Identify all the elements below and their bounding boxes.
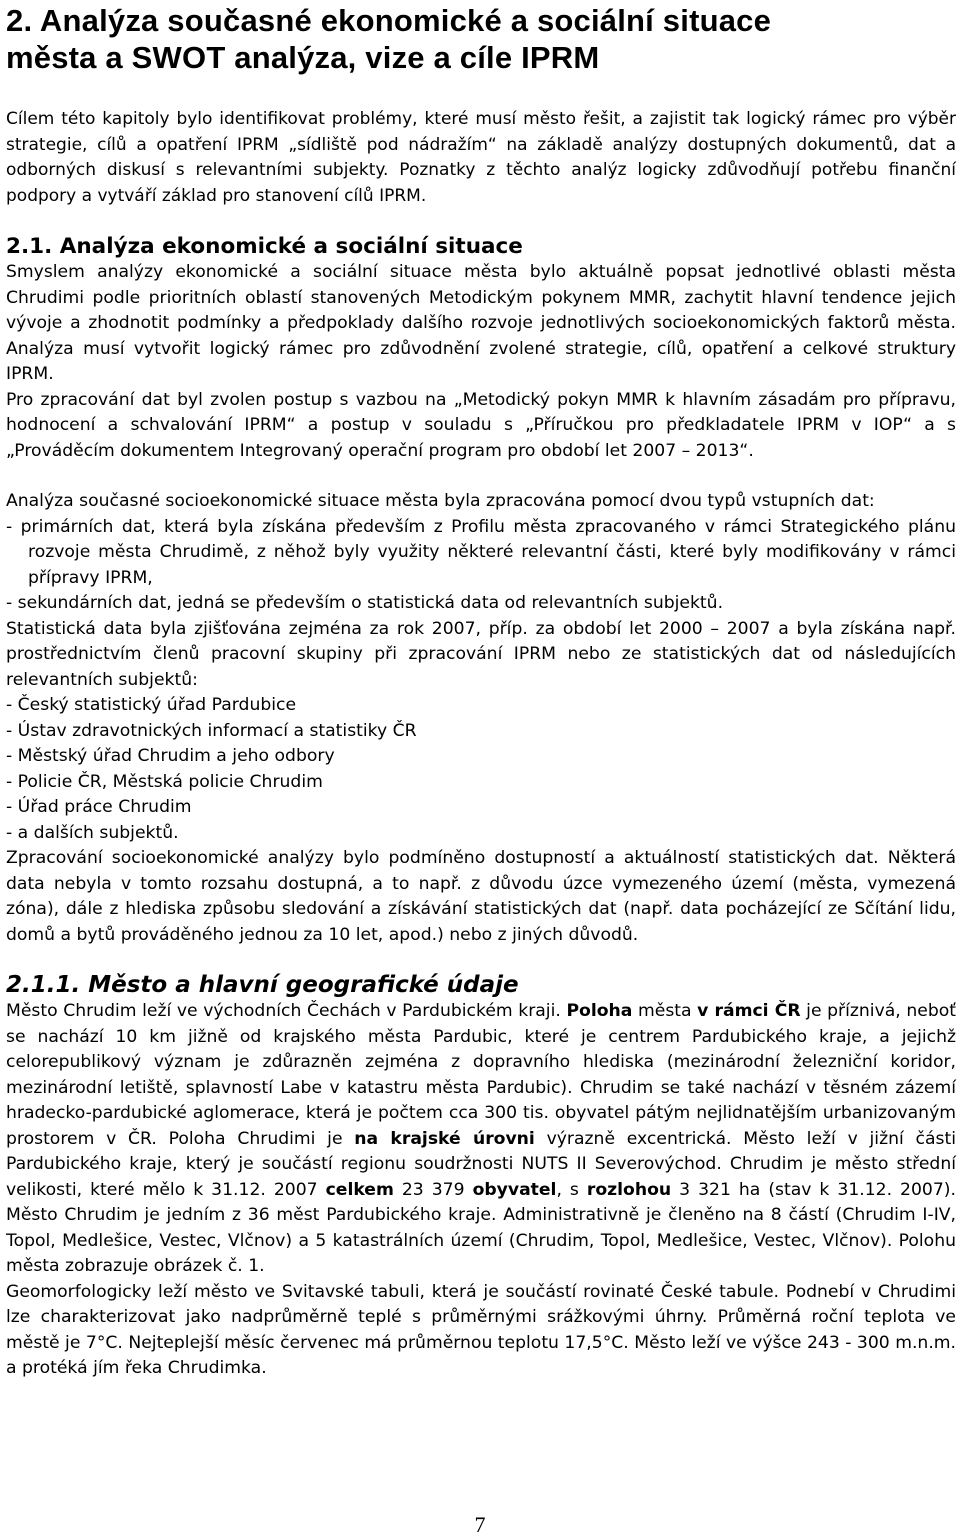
- list-item: - primárních dat, která byla získána především z Profilu města zpracovaného v rámci Strategického plánu rozvoje města Chrudimě, z něhož byly využity některé relevantní části, které byly modifikovány v rámci přípravy IPRM,: [6, 516, 956, 588]
- list-item: - Městský úřad Chrudim a jeho odbory: [6, 746, 335, 766]
- spacer: [6, 464, 956, 489]
- paragraph: Pro zpracování dat byl zvolen postup s vazbou na „Metodický pokyn MMR k hlavním zásadám pro přípravu, hodnocení a schvalování IPRM“ a postup v souladu s „Příručkou pro předkladatele IPRM v IOP“ a s „Prováděcím dokumentem Integrovaný operační program pro období let 2007 – 2013“.: [6, 389, 956, 461]
- bold-text: obyvatel: [472, 1179, 557, 1200]
- list-item: - Ústav zdravotnických informací a statistiky ČR: [6, 720, 417, 741]
- chapter-intro: Cílem této kapitoly bylo identifikovat problémy, které musí město řešit, a zajistit tak logický rámec pro výběr strategie, cílů a opatření IPRM „sídliště pod nádražím“ na základě analýzy dostupných dokumentů, dat a odborných diskusí s relevantními subjekty. Poznatky z těchto analýz logicky zdůvodňují potřebu finanční podpory a vytváří základ pro stanovení cílů IPRM.: [6, 109, 956, 206]
- paragraph: Zpracování socioekonomické analýzy bylo podmíněno dostupností a aktuálností statistických dat. Některá data nebyla v tomto rozsahu dostupná, a to např. z důvodu úzce vymezeného území (města, vymezená zóna), dále z hlediska způsobu sledování a získávání statistických dat (např. data pocházející ze Sčítání lidu, domů a bytů prováděného jednou za 10 let, apod.) nebo z jiných důvodů.: [6, 848, 956, 945]
- list-item: - Policie ČR, Městská policie Chrudim: [6, 771, 323, 792]
- page-number: 7: [474, 1512, 486, 1537]
- paragraph: Smyslem analýzy ekonomické a sociální situace města bylo aktuálně popsat jednotlivé oblasti města Chrudimi podle prioritních oblastí stanovených Metodickým pokynem MMR, zachytit hlavní tendence jejich vývoje a zhodnotit podmínky a předpoklady dalšího rozvoje jednotlivých socioekonomických faktorů města. Analýza musí vytvořit logický rámec pro zdůvodnění zvolené strategie, cílů, opatření a celkové struktury IPRM.: [6, 262, 956, 384]
- chapter-title: [6, 2, 956, 76]
- paragraph: [6, 999, 956, 1280]
- paragraph: Statistická data byla zjišťována zejména za rok 2007, příp. za období let 2000 – 2007 a byla získána např. prostřednictvím členů pracovní skupiny při zpracování IPRM nebo ze statistických dat od následujících relevantních subjektů:: [6, 618, 956, 690]
- list-item: - a dalších subjektů.: [6, 822, 179, 843]
- list-item: - Úřad práce Chrudim: [6, 797, 192, 817]
- list-item: - sekundárních dat, jedná se především o statistická data od relevantních subjektů.: [6, 593, 724, 613]
- paragraph: Analýza současné socioekonomické situace města byla zpracována pomocí dvou typů vstupních dat:: [6, 491, 875, 511]
- bold-text: rozlohou: [586, 1179, 672, 1200]
- section-2-1-body: [6, 260, 956, 948]
- paragraph: Geomorfologicky leží město ve Svitavské tabuli, která je součástí rovinaté České tabule. Podnebí v Chrudimi lze charakterizovat jako nadprůměrně teplé s průměrnými srážkovými úhrny. Průměrná roční teplota ve městě je 7°C. Nejteplejší měsíc červenec má průměrnou teplotu 17,5°C. Město leží ve výšce 243 - 300 m.n.m. a protéká jím řeka Chrudimka.: [6, 1281, 956, 1378]
- bold-text: na krajské úrovni: [354, 1128, 535, 1149]
- text-run: je příznivá, neboť se nachází 10 km jižně od krajského města Pardubic, které je centrem Pardubického kraje, a jejichž celorepublikový význam je zdůrazněn zejména z dopravního hlediska (mezinárodní železniční koridor, mezinárodní letiště, splavností Labe v katastru města Pardubic). Chrudim se také nachází v těsném zázemí hradecko-pardubické aglomerace, která je počtem cca 300 tis. obyvatel pátým nejlidnatějším urbanizovaným prostorem v ČR. Poloha Chrudimi je: [6, 1001, 956, 1149]
- chapter-title-line1: 2. Analýza současné ekonomické a sociální situace: [6, 3, 772, 38]
- list-item: - Český statistický úřad Pardubice: [6, 695, 297, 715]
- text-run: Město Chrudim leží ve východních Čechách v Pardubickém kraji.: [6, 1001, 567, 1021]
- text-run: města: [632, 1001, 698, 1021]
- bold-text: celkem: [325, 1179, 394, 1200]
- section-2-1-1-body: [6, 999, 956, 1382]
- section-heading-2-1: 2.1. Analýza ekonomické a sociální situace: [6, 234, 523, 259]
- document-page: [6, 0, 956, 1382]
- text-run: 3 321 ha (stav k 31.12. 2007). Město Chrudim je jedním z 36 měst Pardubického kraje. Administrativně je členěno na 8 částí (Chrudim I-IV, Topol, Medlešice, Vestec, Vlčnov) a 5 katastrálních území (Chrudim, Topol, Medlešice, Vestec, Vlčnov). Polohu města zobrazuje obrázek č. 1.: [6, 1179, 956, 1276]
- bold-text: v rámci ČR: [697, 1001, 801, 1021]
- text-run: výrazně excentrická. Město leží v jižní části Pardubického kraje, který je součástí regionu soudržnosti NUTS II Severovýchod. Chrudim je město střední velikosti, které mělo k 31.12. 2007: [6, 1128, 956, 1200]
- subsection-heading-2-1-1: 2.1.1. Město a hlavní geografické údaje: [6, 972, 519, 998]
- text-run: , s: [556, 1179, 587, 1200]
- chapter-title-line2: města a SWOT analýza, vize a cíle IPRM: [6, 40, 600, 75]
- bold-text: Poloha: [566, 1001, 633, 1021]
- text-run: 23 379: [393, 1179, 473, 1200]
